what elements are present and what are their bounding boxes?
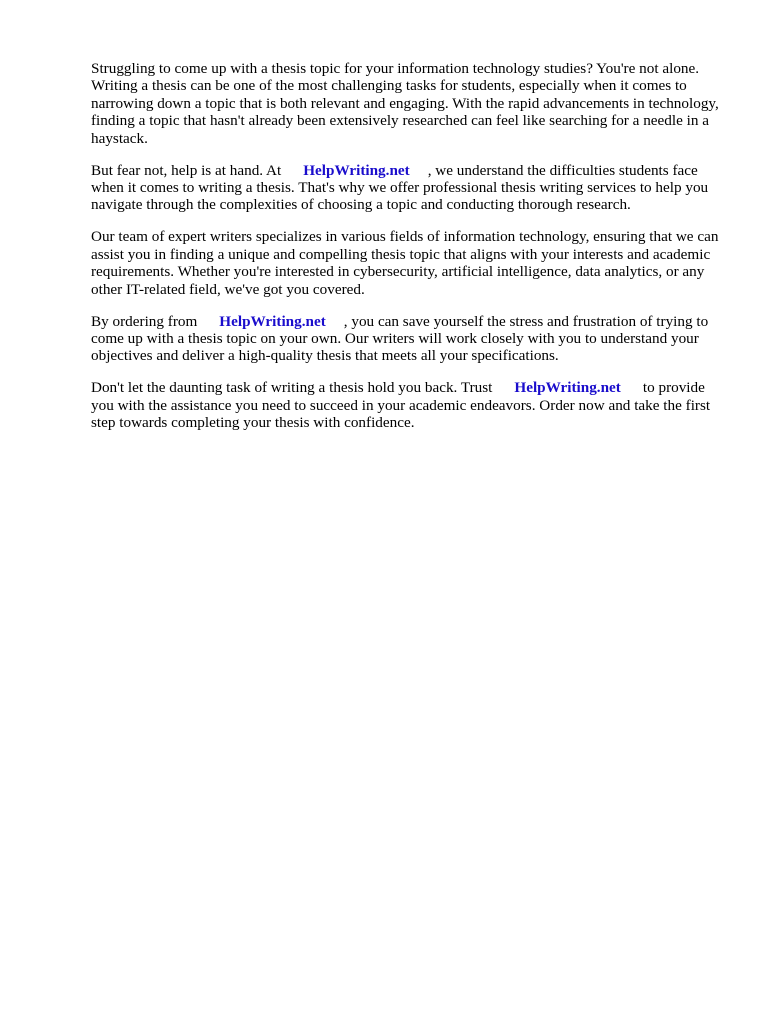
paragraph-help-before: But fear not, help is at hand. At — [91, 161, 282, 179]
helpwriting-link[interactable]: HelpWriting.net — [303, 161, 410, 179]
paragraph-closing — [91, 379, 731, 431]
paragraph-closing-before: Don't let the daunting task of writing a thesis hold you back. Trust — [91, 379, 493, 397]
document-body — [91, 60, 731, 446]
paragraph-help-after: , we understand the difficulties students face when it comes to writing a thesis. That's why we offer professional thesis writing services to help you navigate through the complexities of choosing a topic and conducting thorough research. — [91, 161, 709, 214]
paragraph-help — [91, 162, 731, 214]
paragraph-ordering-after: , you can save yourself the stress and frustration of trying to come up with a thesis topic on your own. Our writers will work closely with you to understand your objectives and deliver a high-quality thesis that meets all your specifications. — [91, 312, 709, 365]
paragraph-intro: Struggling to come up with a thesis topic for your information technology studies? You're not alone. Writing a thesis can be one of the most challenging tasks for students, especially when it comes to narrowing down a topic that is both relevant and engaging. With the rapid advancements in technology, finding a topic that hasn't already been extensively researched can feel like searching for a needle in a haystack. — [91, 60, 719, 147]
paragraph-closing-after: to provide you with the assistance you need to succeed in your academic endeavors. Order now and take the first step towards completing your thesis with confidence. — [91, 379, 711, 432]
paragraph-ordering-before: By ordering from — [91, 312, 198, 330]
helpwriting-link[interactable]: HelpWriting.net — [219, 312, 326, 330]
paragraph-team: Our team of expert writers specializes in various fields of information technology, ensuring that we can assist you in finding a unique and compelling thesis topic that aligns with your interests and academic requirements. Whether you're interested in cybersecurity, artificial intelligence, data analytics, or any other IT-related field, we've got you covered. — [91, 228, 719, 298]
helpwriting-link[interactable]: HelpWriting.net — [514, 379, 621, 397]
paragraph-ordering — [91, 313, 731, 365]
